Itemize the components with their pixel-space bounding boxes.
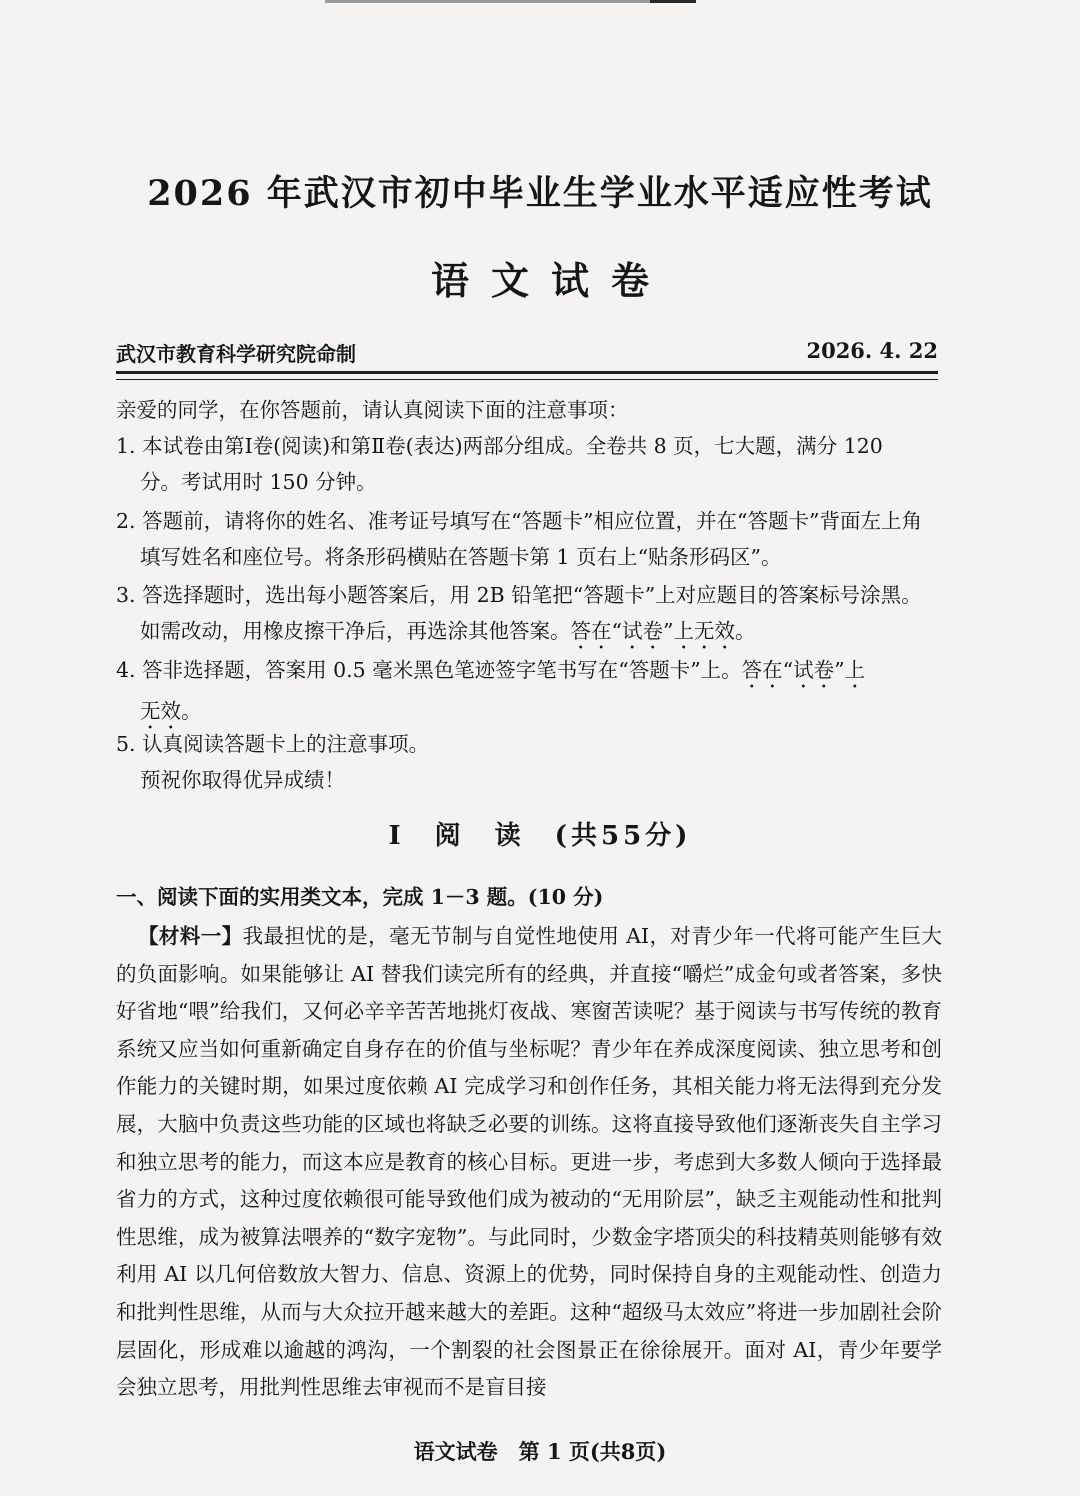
notice-item-3-text: 如需改动，用橡皮擦干净后，再选涂其他答案。 [140,619,571,643]
notice-item-3-end: 。 [734,619,756,643]
question-heading: 一、阅读下面的实用类文本，完成 1－3 题。(10 分) [116,885,604,909]
emphasis-text: 答在“试卷”上 [741,658,866,682]
notice-item-1 [116,428,942,500]
scan-edge-mark-dark [650,0,696,3]
page-footer: 语文试卷 第 1 页(共8页) [413,1439,667,1464]
material-paragraph [116,918,942,1407]
notice-item-5 [116,726,942,798]
notice-item-4-text: 4. 答非选择题，答案用 0.5 毫米黑色笔迹签字笔书写在“答题卡”上。 [116,658,742,682]
notice-item-3-line2 [116,613,942,654]
notice-item-2-line2: 填写姓名和座位号。将条形码横贴在答题卡第 1 页右上“贴条形码区”。 [140,545,782,569]
notice-item-4-end: 。 [181,699,202,723]
exam-subtitle: 语文试卷 [430,258,671,303]
notice-item-1-line2: 分。考试用时 150 分钟。 [140,470,377,494]
notice-item-3-line1: 3. 答选择题时，选出每小题答案后，用 2B 铅笔把“答题卡”上对应题目的答案标号涂黑。 [116,583,922,607]
notice-item-2 [116,503,942,575]
exam-title: 2026 年武汉市初中毕业生学业水平适应性考试 [147,173,933,214]
material-text: 我最担忧的是，毫无节制与自觉性地使用 AI，对青少年一代将可能产生巨大的负面影响。如果能够让 AI 替我们读完所有的经典，并直接“嚼烂”成金句或者答案，多快好省地“喂”给我们，又何必辛辛苦苦地挑灯夜战、寒窗苦读呢？基于阅读与书写传统的教育系统又应当如何重新确定自身存在的价值与坐标呢？青少年在养成深度阅读、独立思考和创作能力的关键时期，如果过度依赖 AI 完成学习和创作任务，其相关能力将无法得到充分发展，大脑中负责这些功能的区域也将缺乏必要的训练。这将直接导致他们逐渐丧失自主学习和独立思考的能力，而这本应是教育的核心目标。更进一步，考虑到大多数人倾向于选择最省力的方式，这种过度依赖很可能导致他们成为被动的“无用阶层”，缺乏主观能动性和批判性思维，成为被算法喂养的“数字宠物”。与此同时，少数金字塔顶尖的科技精英则能够有效利用 AI 以几何倍数放大智力、信息、资源上的优势，同时保持自身的主观能动性、创造力和批判性思维，从而与大众拉开越来越大的差距。这种“超级马太效应”将进一步加剧社会阶层固化，形成难以逾越的鸿沟，一个割裂的社会图景正在徐徐展开。面对 AI，青少年要学会独立思考，用批判性思维去审视而不是盲目接 [116,924,943,1400]
material-label: 【材料一】 [138,924,243,948]
section-title: Ⅰ 阅 读 (共55分) [388,821,692,851]
notice-item-3 [116,577,942,654]
scan-edge-mark [325,0,695,3]
emphasis-text: 无效 [140,699,181,723]
header-rule-thick [116,371,938,374]
exam-author: 武汉市教育科学研究院命制 [116,342,356,366]
emphasis-text: 答在“试卷”上无效 [570,619,735,643]
exam-date: 2026. 4. 22 [806,338,938,363]
notice-wish: 预祝你取得优异成绩！ [140,768,345,792]
header-rule-thin [116,379,938,380]
notice-item-1-line1: 1. 本试卷由第Ⅰ卷(阅读)和第Ⅱ卷(表达)两部分组成。全卷共 8 页，七大题，满分 120 [116,434,883,458]
notice-item-5-text: 5. 认真阅读答题卡上的注意事项。 [116,732,430,756]
notice-intro: 亲爱的同学，在你答题前，请认真阅读下面的注意事项： [116,398,629,422]
notice-item-4 [116,652,942,734]
notice-item-2-line1: 2. 答题前，请将你的姓名、准考证号填写在“答题卡”相应位置，并在“答题卡”背面左上角 [116,509,922,533]
notice-item-4-line1 [116,652,942,693]
